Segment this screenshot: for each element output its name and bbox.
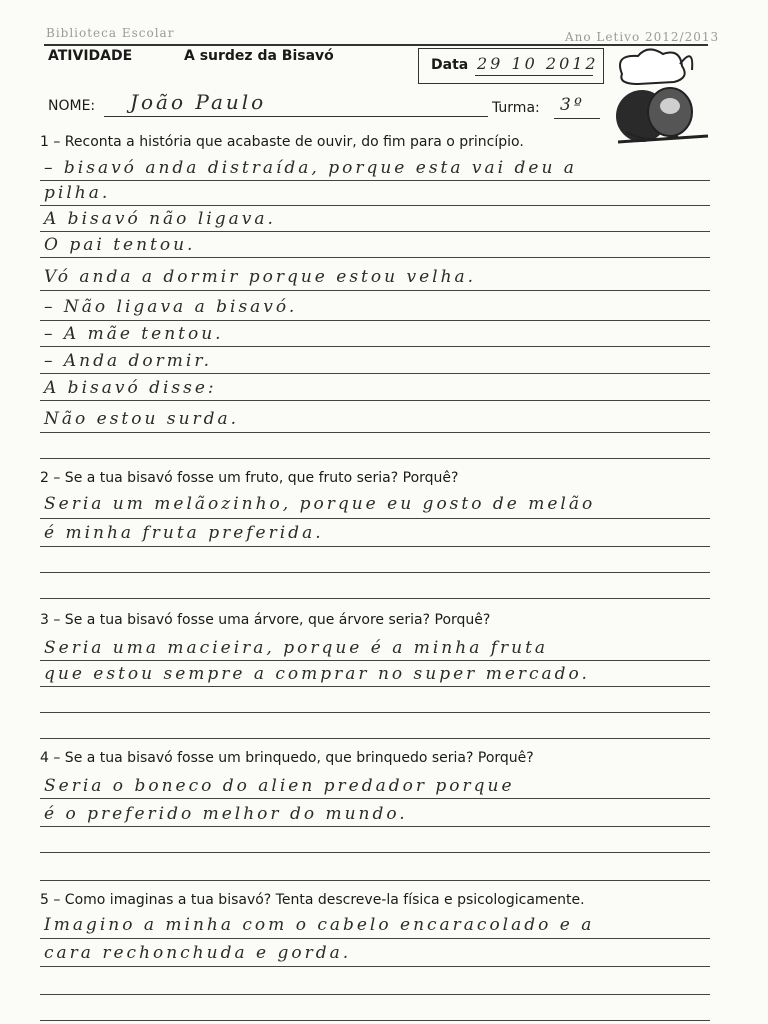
answer-line bbox=[40, 231, 710, 232]
answer-2-line-1: Seria um melãozinho, porque eu gosto de melão bbox=[44, 494, 596, 514]
answer-line bbox=[40, 518, 710, 519]
answer-line bbox=[40, 572, 710, 573]
name-label: NOME: bbox=[48, 98, 96, 114]
answer-1-line-5: Vó anda a dormir porque estou velha. bbox=[44, 267, 477, 287]
answer-line bbox=[40, 320, 710, 321]
answer-line bbox=[40, 712, 710, 713]
answer-line bbox=[40, 738, 710, 739]
answer-line bbox=[40, 373, 710, 374]
question-5: 5 – Como imaginas a tua bisavó? Tenta descreve-la física e psicologicamente. bbox=[40, 892, 585, 908]
date-label: Data bbox=[431, 57, 469, 73]
answer-4-line-2: é o preferido melhor do mundo. bbox=[44, 804, 408, 824]
answer-1-line-8: – Anda dormir. bbox=[44, 351, 213, 371]
question-2: 2 – Se a tua bisavó fosse um fruto, que fruto seria? Porquê? bbox=[40, 470, 459, 486]
answer-line bbox=[40, 205, 710, 206]
school-year: Ano Letivo 2012/2013 bbox=[565, 30, 720, 44]
activity-title: A surdez da Bisavó bbox=[184, 48, 334, 64]
answer-line bbox=[40, 458, 710, 459]
class-label: Turma: bbox=[492, 100, 540, 116]
answer-line bbox=[40, 852, 710, 853]
answer-1-line-10: Não estou surda. bbox=[44, 409, 240, 429]
bookworm-mascot-icon bbox=[608, 44, 718, 149]
answer-line bbox=[40, 966, 710, 967]
answer-3-line-1: Seria uma macieira, porque é a minha fruta bbox=[44, 638, 549, 658]
answer-line bbox=[40, 346, 710, 347]
answer-line bbox=[40, 660, 710, 661]
answer-line bbox=[40, 826, 710, 827]
answer-1-line-1: – bisavó anda distraída, porque esta vai deu a bbox=[44, 158, 577, 178]
answer-line bbox=[40, 686, 710, 687]
answer-3-line-2: que estou sempre a comprar no super mercado. bbox=[44, 664, 590, 684]
question-3: 3 – Se a tua bisavó fosse uma árvore, que árvore seria? Porquê? bbox=[40, 612, 491, 628]
class-value: 3º bbox=[560, 95, 585, 115]
answer-line bbox=[40, 598, 710, 599]
answer-1-line-4: O pai tentou. bbox=[44, 235, 196, 255]
answer-1-line-7: – A mãe tentou. bbox=[44, 324, 224, 344]
answer-line bbox=[40, 180, 710, 181]
answer-line bbox=[40, 1020, 710, 1021]
answer-line bbox=[40, 994, 710, 995]
answer-1-line-2: pilha. bbox=[44, 183, 111, 203]
date-value: 29 10 2012 bbox=[477, 54, 599, 73]
answer-line bbox=[40, 798, 710, 799]
question-4: 4 – Se a tua bisavó fosse um brinquedo, que brinquedo seria? Porquê? bbox=[40, 750, 534, 766]
answer-1-line-3: A bisavó não ligava. bbox=[44, 209, 276, 229]
answer-5-line-2: cara rechonchuda e gorda. bbox=[44, 943, 352, 963]
answer-line bbox=[40, 938, 710, 939]
answer-4-line-1: Seria o boneco do alien predador porque bbox=[44, 776, 515, 796]
answer-line bbox=[40, 546, 710, 547]
answer-line bbox=[40, 880, 710, 881]
school-name: Biblioteca Escolar bbox=[46, 26, 175, 40]
answer-line bbox=[40, 290, 710, 291]
date-underline bbox=[475, 75, 593, 76]
date-box bbox=[418, 48, 604, 84]
answer-5-line-1: Imagino a minha com o cabelo encaracolado e a bbox=[44, 915, 595, 935]
answer-line bbox=[40, 257, 710, 258]
name-value: João Paulo bbox=[130, 90, 267, 114]
answer-line bbox=[40, 432, 710, 433]
question-1: 1 – Reconta a história que acabaste de ouvir, do fim para o princípio. bbox=[40, 134, 524, 150]
answer-1-line-6: – Não ligava a bisavó. bbox=[44, 297, 298, 317]
answer-line bbox=[40, 400, 710, 401]
answer-2-line-2: é minha fruta preferida. bbox=[44, 523, 324, 543]
activity-label: ATIVIDADE bbox=[48, 48, 133, 64]
answer-1-line-9: A bisavó disse: bbox=[44, 378, 217, 398]
class-underline bbox=[554, 118, 600, 119]
name-underline bbox=[104, 116, 488, 117]
